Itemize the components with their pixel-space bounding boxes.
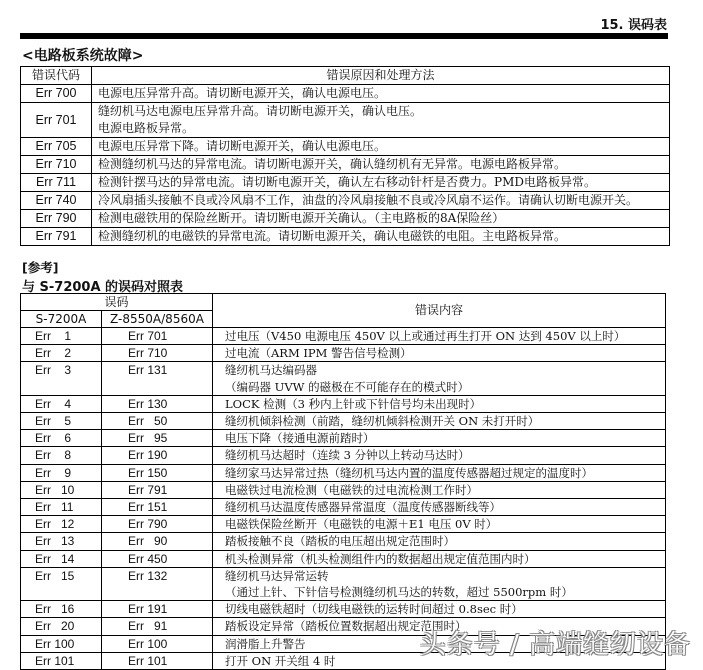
error-content-cell: [213, 345, 666, 362]
column-group-header-error-code: 误码: [21, 294, 213, 311]
table-row: [21, 550, 666, 567]
column-header-error-code: 错误代码: [21, 67, 92, 85]
table-row: [21, 138, 670, 156]
s7200a-code-cell: Err 13: [21, 533, 102, 550]
cause-line: 检测电磁铁用的保险丝断开。请切断电源开关确认。（主电路板的8A保险丝）: [98, 211, 505, 225]
table-row: [21, 464, 666, 481]
table-row: [21, 192, 670, 210]
z8550a-code-cell: Err 790: [102, 516, 213, 533]
table-row: [21, 601, 666, 618]
error-content-line: 缝纫机马达异常运转: [225, 568, 329, 583]
error-content-line: （通过上针、下针信号检测缝纫机马达的转数，超过 5500rpm 时）: [225, 585, 573, 600]
error-content-line: 缝纫机马达温度传感器异常温度（温度传感器断线等）: [225, 500, 501, 515]
cause-line: 缝纫机马达电源电压异常升高。请切断电源开关，确认电压。: [98, 104, 423, 118]
s7200a-code-cell: Err 2: [21, 345, 102, 362]
cause-cell: [92, 85, 670, 103]
error-content-cell: [213, 601, 666, 618]
error-content-line: 机头检测异常（机头检测组件内的数据超出规定值范围内时）: [225, 551, 536, 566]
table-row: [21, 516, 666, 533]
s7200a-code-cell: Err 8: [21, 447, 102, 464]
s7200a-comparison-table: [20, 293, 666, 670]
error-code-cell: Err 740: [21, 192, 92, 210]
table-row: [21, 481, 666, 498]
table-row: [21, 395, 666, 412]
error-content-line: （编码器 UVW 的磁极在不可能存在的模式时）: [225, 379, 470, 394]
error-code-cell: Err 790: [21, 210, 92, 228]
s7200a-code-cell: Err 5: [21, 413, 102, 430]
column-header-z8550a: Z-8550A/8560A: [102, 311, 213, 328]
error-content-line: LOCK 检测（3 秒内上针或下针信号均未出现时）: [225, 396, 482, 411]
s7200a-code-cell: Err 6: [21, 430, 102, 447]
reference-label: [参考]: [22, 260, 59, 275]
z8550a-code-cell: Err 450: [102, 550, 213, 567]
cause-line: 电源电路板异常。: [98, 121, 195, 135]
cause-cell: [92, 156, 670, 174]
table-row: [21, 103, 670, 138]
header-rule: [20, 33, 668, 39]
z8550a-code-cell: Err 701: [102, 328, 213, 345]
table-row: [21, 328, 666, 345]
z8550a-code-cell: Err 150: [102, 464, 213, 481]
error-content-line: 电压下降（接通电源前踏时）: [225, 431, 375, 446]
z8550a-code-cell: Err 91: [102, 618, 213, 635]
s7200a-code-cell: Err 101: [21, 652, 102, 669]
table-row: [21, 85, 670, 103]
z8550a-code-cell: Err 131: [102, 362, 213, 395]
error-code-cell: Err 791: [21, 228, 92, 246]
cause-cell: [92, 138, 670, 156]
error-content-cell: [213, 328, 666, 345]
z8550a-code-cell: Err 90: [102, 533, 213, 550]
table-row: [21, 228, 670, 246]
table-row: [21, 362, 666, 395]
z8550a-code-cell: Err 132: [102, 567, 213, 600]
table-row: [21, 156, 670, 174]
error-content-line: 缝纫家马达异常过热（缝纫机马达内置的温度传感器超过规定的温度时）: [225, 465, 593, 480]
error-content-line: 切线电磁铁超时（切线电磁铁的运转时间超过 0.8sec 时）: [225, 602, 523, 617]
error-content-line: 润滑脂上升警告: [225, 636, 306, 651]
table-row: [21, 447, 666, 464]
cause-line: 冷风扇插头接触不良或冷风扇不工作，油盘的冷风扇接触不良或冷风扇不运作。请确认切断电源开关。: [98, 193, 639, 207]
cause-line: 电源电压异常升高。请切断电源开关，确认电源电压。: [98, 86, 387, 100]
cause-line: 检测针摆马达的异常电流。请切断电源开关，确认左右移动针杆是否费力。PMD电路板异常。: [98, 175, 596, 189]
s7200a-code-cell: Err 20: [21, 618, 102, 635]
error-content-cell: [213, 464, 666, 481]
error-content-cell: [213, 413, 666, 430]
error-content-line: 缝纫机马达超时（连续 3 分钟以上转动马达时）: [225, 448, 470, 463]
watermark: 头条号 / 高端缝纫设备: [419, 630, 691, 660]
cause-cell: [92, 192, 670, 210]
s7200a-code-cell: Err 100: [21, 635, 102, 652]
table-row: [21, 430, 666, 447]
z8550a-code-cell: Err 190: [102, 447, 213, 464]
cause-cell: [92, 210, 670, 228]
z8550a-code-cell: Err 130: [102, 395, 213, 412]
section-title-circuit-board-faults: <电路板系统故障>: [22, 48, 144, 64]
z8550a-code-cell: Err 95: [102, 430, 213, 447]
circuit-board-error-table: [20, 66, 670, 246]
cause-line: 电源电压异常下降。请切断电源开关，确认电源电压。: [98, 139, 387, 153]
cause-line: 检测缝纫机马达的异常电流。请切断电源开关，确认缝纫机有无异常。电源电路板异常。: [98, 157, 567, 171]
error-code-cell: Err 705: [21, 138, 92, 156]
error-code-cell: Err 700: [21, 85, 92, 103]
column-header-cause-and-action: 错误原因和处理方法: [92, 67, 670, 85]
table-header-row: [21, 67, 670, 85]
z8550a-code-cell: Err 151: [102, 499, 213, 516]
error-content-cell: [213, 550, 666, 567]
error-content-line: 过电流（ARM IPM 警告信号检测）: [225, 346, 412, 361]
page-title: 15. 误码表: [600, 18, 667, 33]
table-row: [21, 345, 666, 362]
table-row: [21, 499, 666, 516]
table-row: [21, 533, 666, 550]
cause-cell: [92, 174, 670, 192]
cause-cell: [92, 228, 670, 246]
error-content-line: 过电压（V450 电源电压 450V 以上或通过再生打开 ON 达到 450V 以上时）: [225, 329, 626, 343]
z8550a-code-cell: Err 791: [102, 481, 213, 498]
error-content-cell: [213, 533, 666, 550]
s7200a-code-cell: Err 15: [21, 567, 102, 600]
error-content-cell: [213, 395, 666, 412]
s7200a-code-cell: Err 14: [21, 550, 102, 567]
s7200a-code-cell: Err 12: [21, 516, 102, 533]
comparison-table-title: 与 S-7200A 的误码对照表: [22, 280, 184, 295]
z8550a-code-cell: Err 101: [102, 652, 213, 669]
error-content-cell: [213, 447, 666, 464]
error-content-line: 电磁铁过电流检测（电磁铁的过电流检测工作时）: [225, 482, 478, 497]
error-content-line: 打开 ON 开关组 4 时: [225, 653, 336, 668]
column-header-error-content: 错误内容: [213, 294, 666, 328]
error-content-cell: [213, 430, 666, 447]
table-row: [21, 567, 666, 600]
error-content-cell: [213, 362, 666, 395]
error-code-cell: Err 710: [21, 156, 92, 174]
error-content-line: 踏板接触不良（踏板的电压超出规定范围时）: [225, 534, 455, 549]
z8550a-code-cell: Err 191: [102, 601, 213, 618]
table-row: [21, 210, 670, 228]
error-content-line: 电磁铁保险丝断开（电磁铁的电源＋E1 电压 0V 时）: [225, 517, 498, 532]
error-content-line: 缝纫机马达编码器: [225, 363, 317, 378]
error-code-cell: Err 701: [21, 103, 92, 138]
error-code-cell: Err 711: [21, 174, 92, 192]
column-header-s7200a: S-7200A: [21, 311, 102, 328]
cause-line: 检测缝纫机的电磁铁的异常电流。请切断电源开关，确认电磁铁的电阻。主电路板异常。: [98, 229, 567, 243]
table-row: [21, 413, 666, 430]
error-content-cell: [213, 516, 666, 533]
s7200a-code-cell: Err 4: [21, 395, 102, 412]
s7200a-code-cell: Err 10: [21, 481, 102, 498]
table-row: [21, 174, 670, 192]
error-content-line: 踏板设定异常（踏板位置数据超出规定范围时）: [225, 619, 467, 634]
cause-cell: [92, 103, 670, 138]
z8550a-code-cell: Err 100: [102, 635, 213, 652]
error-content-cell: [213, 499, 666, 516]
s7200a-code-cell: Err 3: [21, 362, 102, 395]
error-content-cell: [213, 567, 666, 600]
s7200a-code-cell: Err 11: [21, 499, 102, 516]
s7200a-code-cell: Err 16: [21, 601, 102, 618]
error-content-line: 缝纫机倾斜检测（前踏，缝纫机倾斜检测开关 ON 未打开时）: [225, 414, 540, 429]
s7200a-code-cell: Err 1: [21, 328, 102, 345]
s7200a-code-cell: Err 9: [21, 464, 102, 481]
z8550a-code-cell: Err 710: [102, 345, 213, 362]
z8550a-code-cell: Err 50: [102, 413, 213, 430]
error-content-cell: [213, 481, 666, 498]
table-header-row: [21, 294, 666, 311]
